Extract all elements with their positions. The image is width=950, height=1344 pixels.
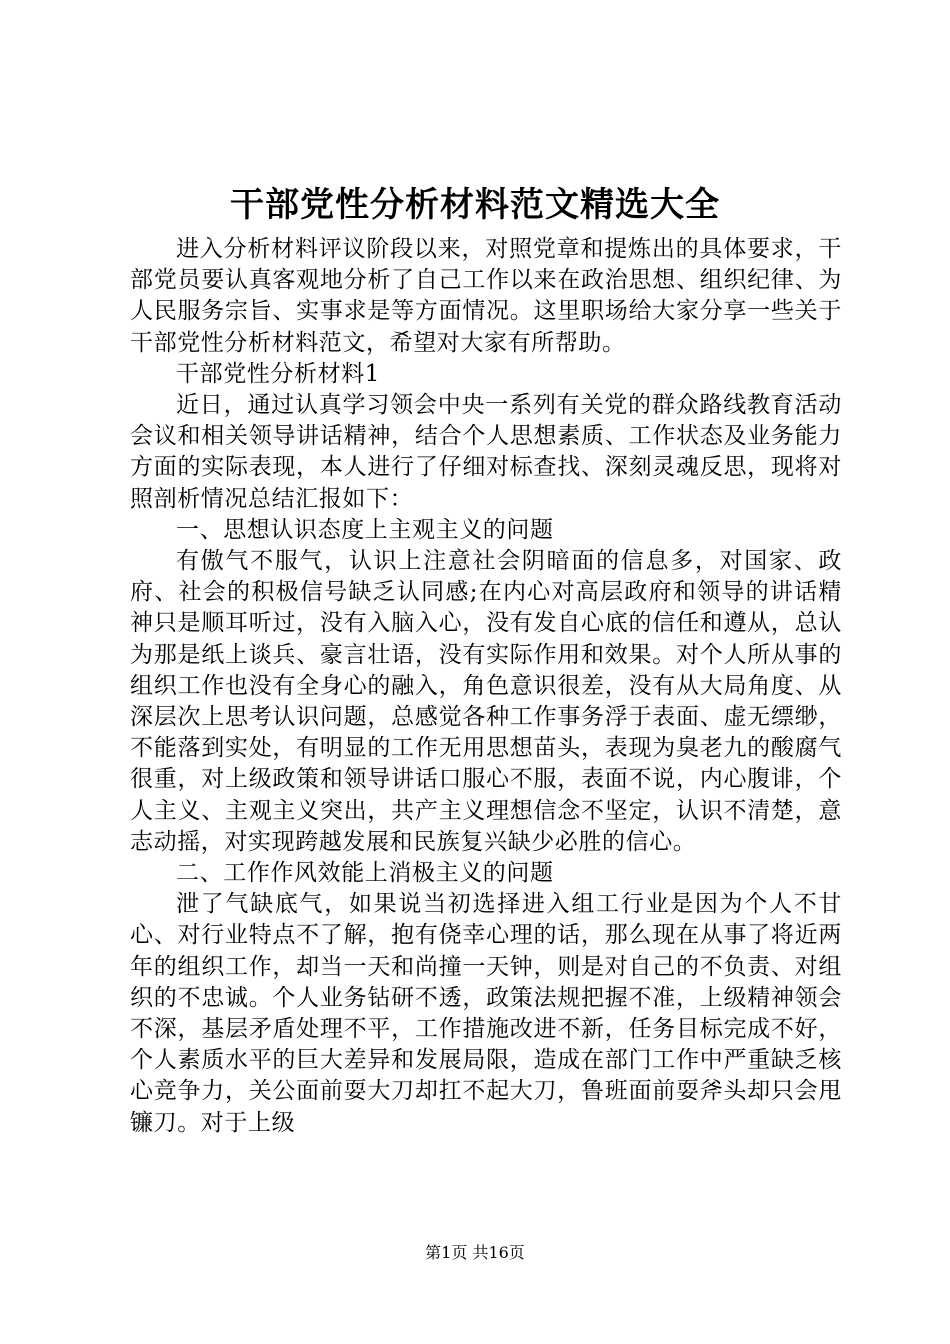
section-heading-one: 一、思想认识态度上主观主义的问题 — [176, 516, 554, 543]
body-paragraph: 有傲气不服气，认识上注意社会阴暗面的信息多，对国家、政府、社会的积极信号缺乏认同感;在内心对高层政府和领导的讲话精神只是顺耳听过，没有入脑入心，没有发自心底的信任和遵从，总认为那是纸上谈兵、豪言壮语，没有实际作用和效果。对个人所从事的组织工作也没有全身心的融入，角色意识很差，没有从大局角度、从深层次上思考认识问题，总感觉各种工作事务浮于表面、虚无缥缈，不能落到实处，有明显的工作无用思想苗头，表现为臭老九的酸腐气很重，对上级政策和领导讲话口服心不服，表面不说，内心腹诽，个人主义、主观主义突出，共产主义理想信念不坚定，认识不清楚，意志动摇，对实现跨越发展和民族复兴缺少必胜的信心。 — [130, 548, 842, 855]
body-paragraph: 近日，通过认真学习领会中央一系列有关党的群众路线教育活动会议和相关领导讲话精神，结合个人思想素质、工作状态及业务能力方面的实际表现，本人进行了仔细对标查找、深刻灵魂反思，现将对照剖析情况总结汇报如下： — [130, 392, 842, 512]
intro-paragraph: 进入分析材料评议阶段以来，对照党章和提炼出的具体要求，干部党员要认真客观地分析了自己工作以来在政治思想、组织纪律、为人民服务宗旨、实事求是等方面情况。这里职场给大家分享一些关于干部党性分析材料范文，希望对大家有所帮助。 — [130, 236, 842, 356]
section-heading-material-1: 干部党性分析材料1 — [176, 360, 381, 387]
section-heading-two: 二、工作作风效能上消极主义的问题 — [176, 860, 554, 887]
body-paragraph: 泄了气缺底气，如果说当初选择进入组工行业是因为个人不甘心、对行业特点不了解，抱有侥幸心理的话，那么现在从事了将近两年的组织工作，却当一天和尚撞一天钟，则是对自己的不负责、对组织的不忠诚。个人业务钻研不透，政策法规把握不准，上级精神领会不深，基层矛盾处理不平，工作措施改进不新，任务目标完成不好，个人素质水平的巨大差异和发展局限，造成在部门工作中严重缺乏核心竞争力，关公面前耍大刀却扛不起大刀，鲁班面前耍斧头却只会甩镰刀。对于上级 — [130, 891, 842, 1136]
page-footer: 第1页 共16页 — [425, 1243, 525, 1262]
document-body — [130, 234, 842, 1139]
document-title: 干部党性分析材料范文精选大全 — [230, 185, 720, 225]
